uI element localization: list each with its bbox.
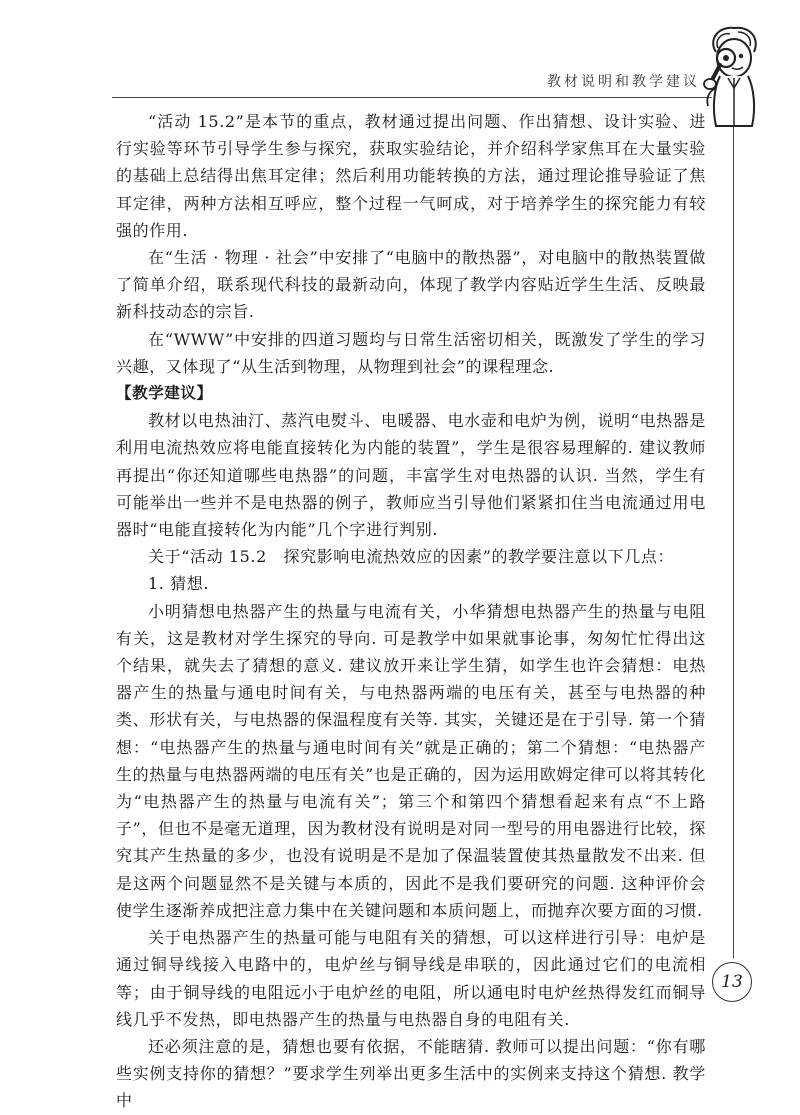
section-heading-teaching-suggestions: 【教学建议】 xyxy=(116,384,213,403)
paragraph-electric-heaters-examples: 教材以电热油汀、蒸汽电熨斗、电暖器、电水壶和电炉为例，说明“电热器是利用电流热效应将电能直接转化为内能的装置”，学生是很容易理解的. 建议教师再提出“你还知道哪些电热器”的问题，丰富学生对电热器的认识. 当然，学生有可能举出一些并不是电热器的例子，教师应当引导他们紧紧扣住当电流通过用电器时“电能直接转化为内能”几个字进行判别. xyxy=(116,411,706,540)
page-number-badge xyxy=(712,962,752,1002)
list-item-hypothesis: 1. 猜想. xyxy=(148,574,210,594)
body-text-column xyxy=(116,108,706,1115)
paragraph-activity-notes-intro: 关于“活动 15.2 探究影响电流热效应的因素”的教学要注意以下几点： xyxy=(148,547,675,567)
paragraph-evidence-requirement: 还必须注意的是，猜想也要有依据，不能瞎猜. 教师可以提出问题：“你有哪些实例支持你的猜想？”要求学生列举出更多生活中的实例来支持这个猜想. 教学中 xyxy=(116,1036,706,1111)
paragraph-hypothesis-guidance: 小明猜想电热器产生的热量与电流有关，小华猜想电热器产生的热量与电阻有关，这是教材对学生探究的导向. 可是教学中如果就事论事，匆匆忙忙得出这个结果，就失去了猜想的意义. 建议放开来让学生猜，如学生也许会猜想：电热器产生的热量与通电时间有关，与电热器两端的电压有关，甚至与电热器的种类、形状有关，与电热器的保温程度有关等. 其实，关键还是在于引导. 第一个猜想：“电热器产生的热量与通电时间有关”就是正确的；第二个猜想：“电热器产生的热量与电热器两端的电压有关”也是正确的，因为运用欧姆定律可以将其转化为“电热器产生的热量与电流有关”；第三个和第四个猜想看起来有点“不上路子”，但也不是毫无道理，因为教材没有说明是对同一型号的用电器进行比较，探究其产生热量的多少，也没有说明是不是加了保温装置使其热量散发不出来. 但是这两个问题显然不是关键与本质的，因此不是我们要研究的问题. 这种评价会使学生逐渐养成把注意力集中在关键问题和本质问题上，而抛弃次要方面的习惯. xyxy=(116,601,706,920)
page-number: 13 xyxy=(721,972,743,992)
running-header-title: 教材说明和教学建议 xyxy=(547,74,700,90)
paragraph-resistance-hypothesis: 关于电热器产生的热量可能与电阻有关的猜想，可以这样进行引导：电炉是通过铜导线接入电路中的，电炉丝与铜导线是串联的，因此通过它们的电流相等；由于铜导线的电阻远小于电炉丝的电阻，所以通电时电炉丝热得发红而铜导线几乎不发热，即电热器产生的热量与电热器自身的电阻有关. xyxy=(116,928,706,1029)
cartoon-scientist-with-magnifier-icon xyxy=(694,18,774,128)
margin-divider xyxy=(733,125,734,958)
paragraph-activity-focus: “活动 15.2”是本节的重点，教材通过提出问题、作出猜想、设计实验、进行实验等环节引导学生参与探究，获取实验结论，并介绍科学家焦耳在大量实验的基础上总结得出焦耳定律；然后利用功能转换的方法，通过理论推导验证了焦耳定律，两种方法相互呼应，整个过程一气呵成，对于培养学生的探究能力有较强的作用. xyxy=(116,112,706,240)
header-divider xyxy=(112,97,712,98)
paragraph-life-physics-society: 在“生活 · 物理 · 社会”中安排了“电脑中的散热器”，对电脑中的散热装置做了简单介绍，联系现代科技的最新动向，体现了教学内容贴近学生生活、反映最新科技动态的宗旨. xyxy=(116,248,706,322)
paragraph-www-exercises: 在“WWW”中安排的四道习题均与日常生活密切相关，既激发了学生的学习兴趣，又体现了“从生活到物理，从物理到社会”的课程理念. xyxy=(116,329,706,376)
